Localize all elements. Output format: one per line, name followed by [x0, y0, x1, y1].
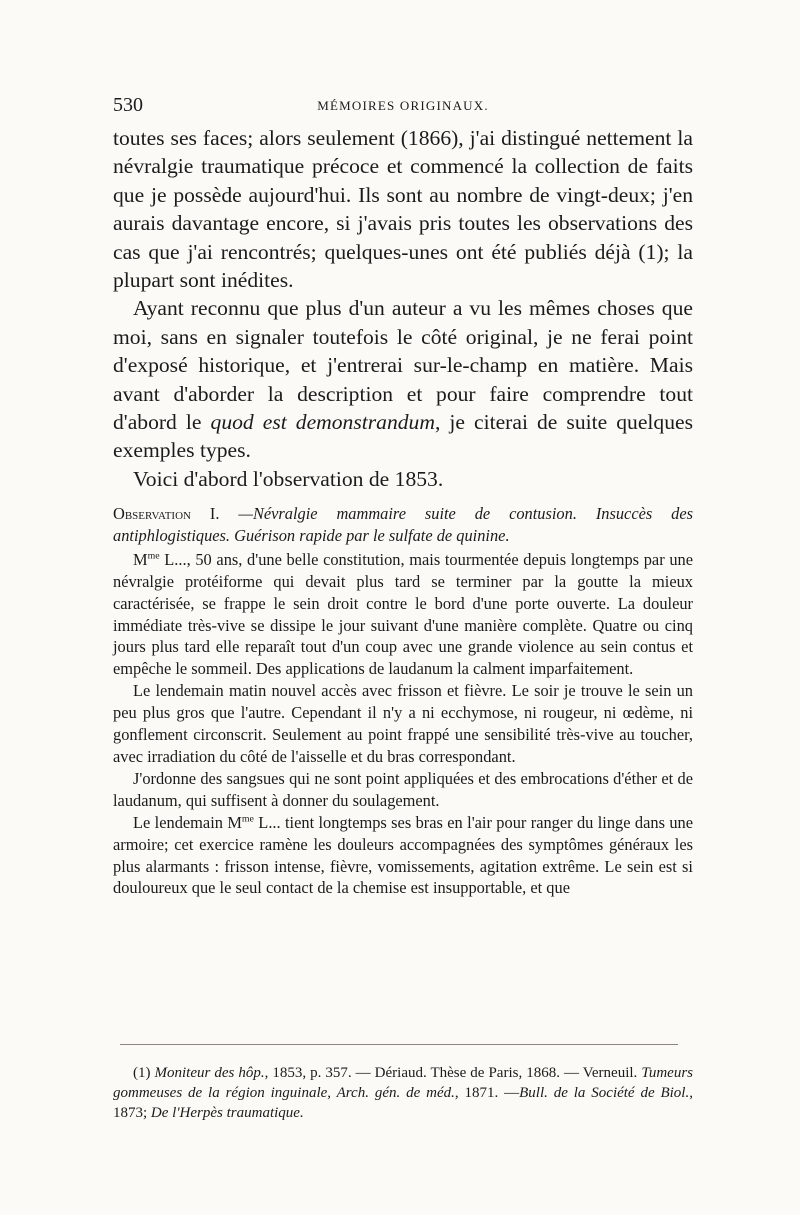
paragraph-1: toutes ses faces; alors seulement (1866), j'ai distingué nettement la névralgie traumatique précoce et commencé la collection de faits que je possède aujourd'hui. Ils sont au nombre de vingt-deux; j'en aurais davantage encore, si j'avais pris toutes les observations des cas que j'ai rencontrés; quelques-unes ont été publiés déjà (1); la plupart sont inédites.: [113, 126, 693, 293]
observation-paragraph-1-text: L..., 50 ans, d'une belle constitution, mais tourmentée depuis longtemps par une névralgie protéiforme qui devait plus tard se terminer par la goutte la mieux caractérisée, se frappe le sein droit contre le bord d'une porte ouverte. La douleur immédiate très-vive se dissipe le jour suivant d'une manière complète. Quatre ou cinq jours plus tard elle reparaît tout d'un coup avec une grande violence au sein contus et empêche le sommeil. Des applications de laudanum la calment imparfaitement.: [113, 549, 693, 679]
footnote-text-3: , 1873;: [113, 1085, 693, 1121]
paragraph-2-text: Ayant reconnu que plus d'un auteur a vu les mêmes choses que moi, sans en signaler toutefois le côté original, je ne ferai point d'exposé historique, et j'entrerai sur-le-champ en matière. Mais avant d'aborder la description et pour faire comprendre tout d'abord le: [113, 296, 693, 435]
title-abbrev-sup: me: [241, 813, 254, 825]
running-title: MÉMOIRES ORIGINAUX.: [317, 98, 489, 113]
footnote-ref-tumeurs: Tumeurs gommeuses de la région inguinale, Arch. gén. de méd.: [113, 1065, 693, 1101]
observation-heading: [113, 503, 693, 547]
observation-paragraph-4: [113, 812, 693, 900]
footnote-ref-herpes: De l'Herpès traumatique.: [150, 1105, 304, 1121]
observation-paragraph-1: [113, 549, 693, 680]
footnote-ref-moniteur: Moniteur des hôp.: [154, 1065, 265, 1081]
paragraph-2-end: , je citerai de suite quelques exemples types.: [113, 410, 694, 463]
observation-label: Observation: [113, 504, 191, 523]
paragraph-3: Voici d'abord l'observation de 1853.: [133, 466, 444, 491]
observation-paragraph-3: J'ordonne des sangsues qui ne sont point appliquées et des embrocations d'éther et de laudanum, qui suffisent à donner du soulagement.: [113, 768, 693, 810]
main-text: [113, 124, 693, 493]
footnote-1: [113, 1063, 693, 1123]
footnote-text-1: , 1853, p. 357. — Dériaud. Thèse de Paris, 1868. — Verneuil.: [264, 1065, 642, 1081]
title-abbrev: M: [133, 549, 148, 569]
observation-section: [113, 503, 693, 899]
page-header: [113, 94, 693, 122]
footnote: [113, 1063, 693, 1123]
footnote-marker: (1): [133, 1065, 151, 1081]
observation-paragraph-2: Le lendemain matin nouvel accès avec frisson et fièvre. Le soir je trouve le sein un peu plus gros que l'autre. Cependant il n'y a ni ecchymose, ni rougeur, ni œdème, ni gonflement circonscrit. Seulement au point frappé une sensibilité très-vive au toucher, avec irradiation du côté de l'aisselle et du bras correspondant.: [113, 681, 693, 766]
footnote-text-2: , 1871. —: [454, 1085, 520, 1101]
title-abbrev-sup: me: [147, 550, 160, 562]
observation-paragraph-4-text: L... tient longtemps ses bras en l'air pour ranger du linge dans une armoire; cet exercice ramène les douleurs accompagnées des symptômes généraux les plus alarmants : frisson intense, fièvre, vomissements, agitation extrême. Le sein est si douloureux que le seul contact de la chemise est insupportable, et que: [113, 812, 693, 898]
observation-title: —Névralgie mammaire suite de contusion. Insuccès des antiphlogistiques. Guérison rapide par le sulfate de quinine.: [113, 504, 693, 545]
footnote-rule: [120, 1044, 678, 1045]
observation-paragraph-4-start: Le lendemain M: [133, 812, 242, 832]
observation-number: I.: [209, 504, 220, 523]
footnote-ref-bulletin: Bull. de la Société de Biol.: [519, 1085, 690, 1101]
paragraph-2: [113, 294, 693, 464]
paragraph-2-emphasis: quod est demonstrandum: [210, 410, 435, 435]
page-number: 530: [113, 94, 143, 116]
